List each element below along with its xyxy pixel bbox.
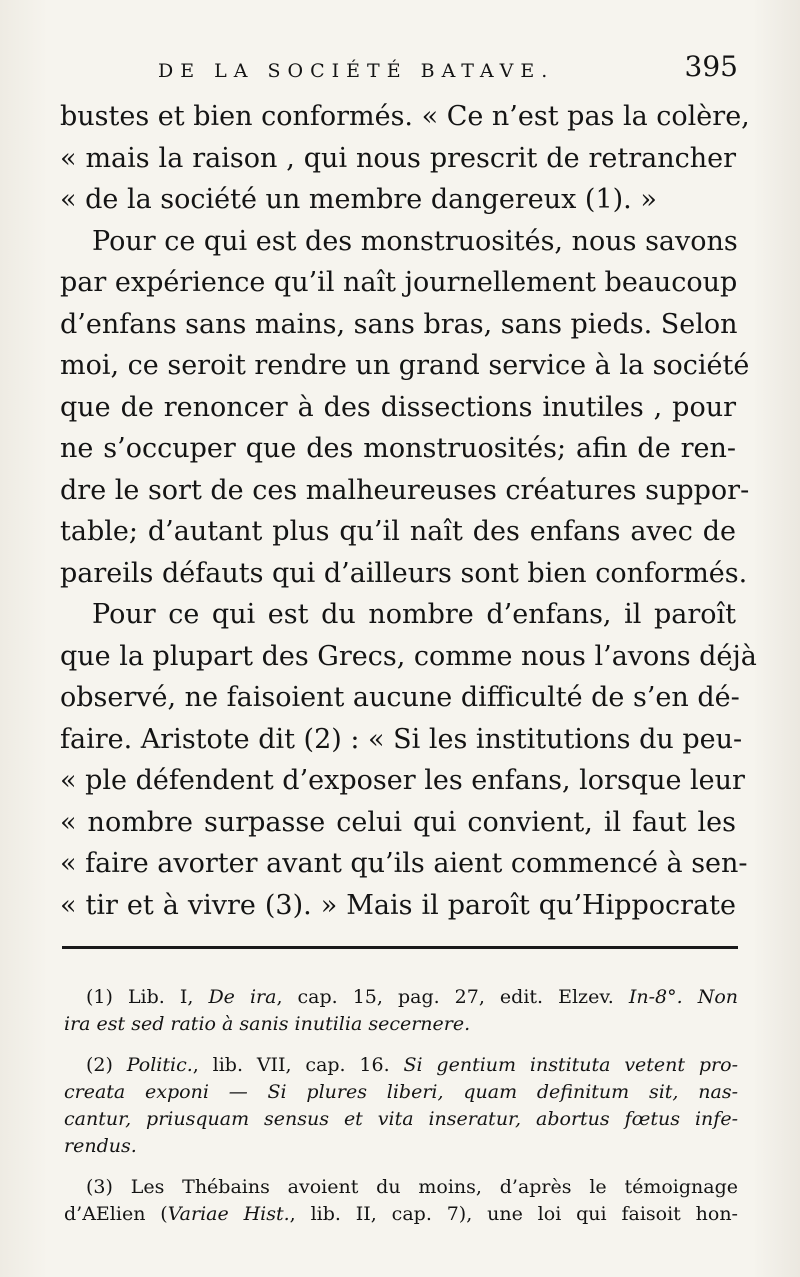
text-line: « nombre surpasse celui qui convient, il faut les — [60, 806, 736, 838]
text-line: « mais la raison , qui nous prescrit de retrancher — [60, 142, 736, 174]
text-line: dre le sort de ces malheureuses créatures suppor- — [60, 474, 750, 506]
footnote-italic: Si gentium instituta vetent pro- — [403, 1054, 738, 1076]
page-number: 395 — [684, 50, 738, 83]
text-line: Pour ce qui est des monstruosités, nous savons — [92, 225, 738, 257]
text-line: par expérience qu’il naît journellement beaucoup — [60, 267, 738, 298]
footnote-line — [64, 1052, 738, 1079]
footnote-text: d’AElien ( — [64, 1203, 168, 1225]
footnote-text: , lib. II, cap. 7), une loi qui faisoit hon- — [289, 1203, 738, 1225]
footnote-line — [64, 1201, 738, 1228]
running-head: DE LA SOCIÉTÉ BATAVE. — [158, 60, 555, 82]
text-line: « faire avorter avant qu’ils aient commencé à sen- — [60, 848, 748, 879]
text-line: « tir et à vivre (3). » Mais il paroît qu’Hippocrate — [60, 889, 736, 921]
text-line: ne s’occuper que des monstruosités; afin de ren- — [60, 433, 736, 464]
footnote-line: creata exponi — Si plures liberi, quam definitum sit, nas- — [64, 1081, 738, 1103]
footnote-italic: In-8°. Non — [628, 986, 738, 1008]
footnote-text: , cap. 15, pag. 27, edit. Elzev. — [276, 986, 629, 1008]
text-line: que de renoncer à des dissections inutiles , pour — [60, 391, 736, 423]
footnote-line: rendus. — [64, 1135, 137, 1157]
text-line: que la plupart des Grecs, comme nous l’avons déjà — [60, 640, 757, 672]
text-line: « ple défendent d’exposer les enfans, lorsque leur — [60, 765, 745, 796]
footnote-line: (3) Les Thébains avoient du moins, d’après le témoignage — [86, 1176, 738, 1198]
text-line: faire. Aristote dit (2) : « Si les institutions du peu- — [60, 723, 743, 755]
text-line: pareils défauts qui d’ailleurs sont bien conformés. — [60, 557, 748, 589]
page-header — [158, 50, 738, 90]
footnote-italic: Politic. — [126, 1054, 193, 1076]
text-line: « de la société un membre dangereux (1). » — [60, 184, 657, 215]
footnote-line: cantur, priusquam sensus et vita inseratur, abortus fœtus infe- — [64, 1108, 738, 1130]
footnote-italic: Variae Hist. — [167, 1203, 290, 1225]
footnote-text: (2) — [86, 1054, 127, 1076]
footnote-rule — [62, 946, 738, 949]
footnote-2 — [64, 1052, 738, 1160]
text-line: Pour ce qui est du nombre d’enfans, il paroît — [92, 599, 736, 630]
footnote-line — [64, 984, 738, 1011]
footnotes — [64, 984, 738, 1242]
text-line: observé, ne faisoient aucune difficulté de s’en dé- — [60, 682, 740, 713]
footnote-3 — [64, 1174, 738, 1228]
text-line: moi, ce seroit rendre un grand service à la société — [60, 350, 750, 381]
body-text — [60, 96, 757, 926]
footnote-italic: De ira — [208, 986, 277, 1008]
footnote-text: (1) Lib. I, — [86, 986, 209, 1008]
text-line: d’enfans sans mains, sans bras, sans pieds. Selon — [60, 308, 738, 340]
footnote-1 — [64, 984, 738, 1038]
text-line: table; d’autant plus qu’il naît des enfans avec de — [60, 516, 736, 547]
footnote-text: , lib. VII, cap. 16. — [192, 1054, 404, 1076]
text-line: bustes et bien conformés. « Ce n’est pas la colère, — [60, 101, 750, 132]
footnote-line: ira est sed ratio à sanis inutilia secernere. — [64, 1013, 471, 1035]
